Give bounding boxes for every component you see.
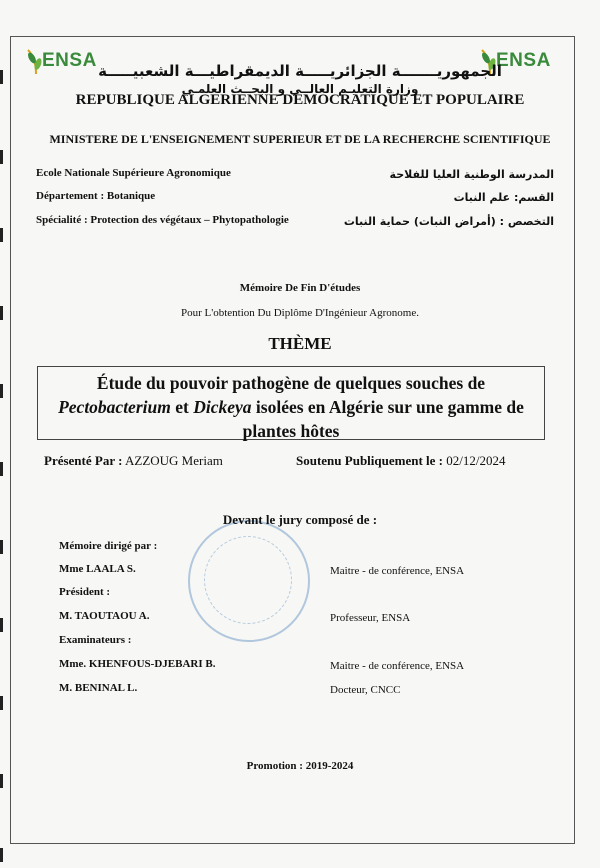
director-label: Mémoire dirigé par : — [59, 540, 158, 552]
school-name: Ecole Nationale Supérieure Agronomique — [36, 167, 231, 179]
president-label: Président : — [59, 586, 111, 598]
student-name: AZZOUG Meriam — [125, 453, 223, 468]
binder-mark — [0, 848, 3, 862]
theme-label: THÈME — [268, 334, 332, 353]
defense-date: Soutenu Publiquement le : 02/12/2024 — [296, 453, 506, 468]
ensa-logo-left: ENSA — [24, 48, 110, 86]
jury-title: Devant le jury composé de : — [222, 512, 378, 527]
binder-mark — [0, 150, 3, 164]
binder-mark — [0, 540, 3, 554]
examiner-2-role: Docteur, CNCC — [330, 684, 401, 696]
ministry-title: MINISTERE DE L'ENSEIGNEMENT SUPERIEUR ET DE LA RECHERCHE SCIENTIFIQUE — [49, 132, 551, 146]
presented-by: Présenté Par : AZZOUG Meriam — [44, 453, 223, 468]
ensa-logo-right: ENSA — [478, 48, 564, 86]
binder-mark — [0, 228, 3, 242]
binder-mark — [0, 462, 3, 476]
examiner-2-name: M. BENINAL L. — [59, 682, 138, 694]
examiner-1-role: Maitre - de conférence, ENSA — [330, 660, 465, 672]
theme-line-1: Étude du pouvoir pathogène de quelques souches de — [96, 373, 486, 393]
speciality: Spécialité : Protection des végétaux – Phytopathologie — [36, 214, 289, 226]
school-name-ar: المدرسة الوطنية العليا للفلاحة — [389, 168, 554, 181]
theme-line-3: plantes hôtes — [242, 421, 340, 441]
president-role: Professeur, ENSA — [330, 612, 411, 624]
arabic-republic: الجمهوريـــــــة الجزائريـــــة الديمقراطيـــة الشعبيـــــة — [98, 62, 502, 80]
director-role: Maitre - de conférence, ENSA — [330, 565, 465, 577]
binder-mark — [0, 696, 3, 710]
examiner-1-name: Mme. KHENFOUS-DJEBARI B. — [59, 658, 216, 670]
library-stamp — [188, 520, 310, 642]
director-name: Mme LAALA S. — [59, 563, 136, 575]
binder-mark — [0, 618, 3, 632]
binder-mark — [0, 774, 3, 788]
binder-mark — [0, 384, 3, 398]
arabic-ministry: وزارة التعليـم العالــي و البحــث العلمـي — [181, 82, 419, 96]
theme-line-2: Pectobacterium et Dickeya isolées en Algérie sur une gamme de — [58, 397, 524, 417]
examiners-label: Examinateurs : — [59, 634, 132, 646]
speciality-ar: التخصص : (أمراض النبات) حماية النبات — [343, 215, 554, 228]
president-name: M. TAOUTAOU A. — [59, 610, 150, 622]
memoire-subtitle: Pour L'obtention Du Diplôme D'Ingénieur Agronome. — [181, 307, 419, 319]
department: Département : Botanique — [36, 190, 156, 202]
promotion: Promotion : 2019-2024 — [246, 760, 354, 772]
memoire-title: Mémoire De Fin D'études — [239, 282, 361, 294]
republic-title: REPUBLIQUE ALGERIENNE DEMOCRATIQUE ET POPULAIRE — [75, 92, 525, 108]
genus-pectobacterium: Pectobacterium — [58, 397, 171, 417]
theme-box — [37, 366, 545, 440]
genus-dickeya: Dickeya — [193, 397, 252, 417]
department-ar: القسم: علم النبات — [453, 191, 554, 204]
